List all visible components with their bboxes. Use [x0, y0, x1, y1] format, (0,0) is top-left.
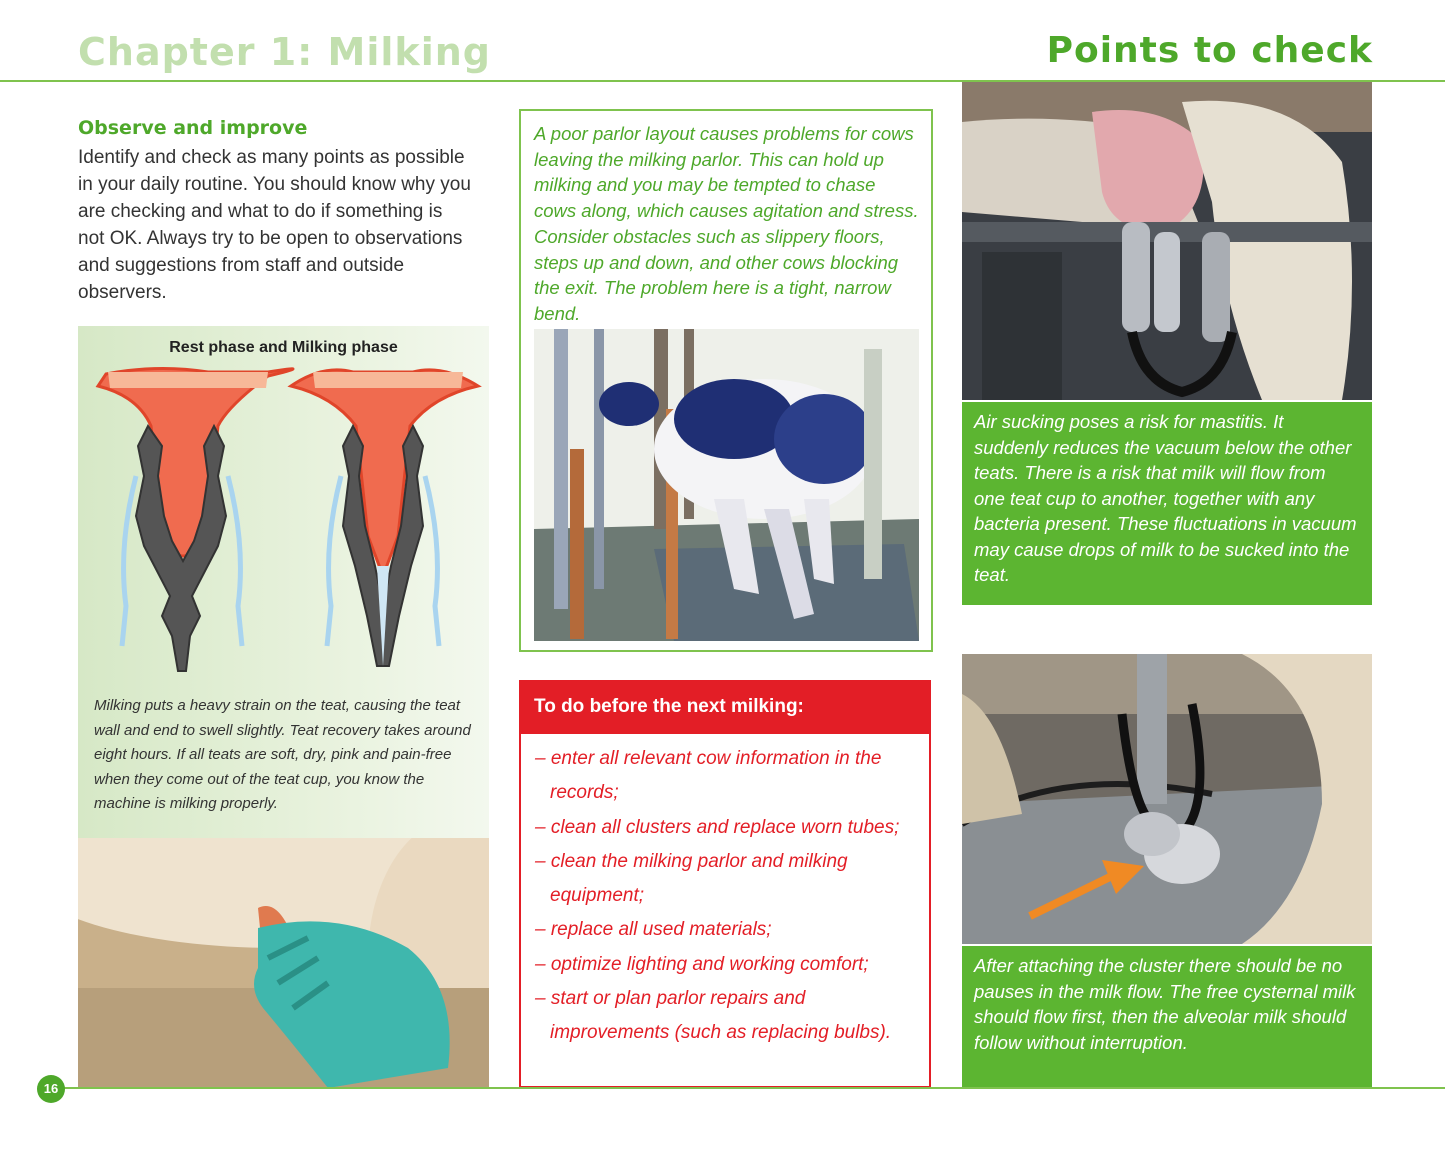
section-title: Points to check: [1046, 30, 1373, 71]
todo-list: [535, 742, 925, 1051]
cluster-floor-photo: [962, 654, 1372, 944]
todo-item: – start or plan parlor repairs and improvements (such as replacing bulbs).: [535, 988, 892, 1044]
cow-in-parlor-drawing: [534, 329, 919, 641]
chapter-title: Chapter 1: Milking: [78, 30, 491, 74]
poor-parlor-text: A poor parlor layout causes problems for cows leaving the milking parlor. This can hold up milking and you may be tempted to chase cows along, which causes agitation and stress. Consider obstacles such as slippery floors, steps up and down, and other cows blocking the exit. The problem here is a tight, narrow bend.: [534, 123, 919, 324]
footer-divider: [60, 1087, 1445, 1089]
diagram-title: Rest phase and Milking phase: [169, 339, 398, 356]
teat-cup-diagram: [78, 366, 489, 686]
gloved-hand-photo: [78, 838, 489, 1088]
todo-item: – replace all used materials;: [535, 919, 772, 941]
cluster-caption: After attaching the cluster there should be no pauses in the milk flow. The free cysternal milk should flow first, then the alveolar milk should follow without interruption.: [962, 946, 1372, 1088]
todo-item: – clean all clusters and replace worn tubes;: [535, 816, 900, 838]
todo-box: [519, 680, 931, 1088]
page-number: 16: [37, 1075, 65, 1103]
todo-item: – optimize lighting and working comfort;: [535, 953, 869, 975]
todo-item: – clean the milking parlor and milking equipment;: [535, 850, 848, 907]
observe-heading: Observe and improve: [78, 117, 308, 139]
todo-header: [521, 682, 929, 734]
rest-phase-illustration: [98, 368, 293, 671]
poor-parlor-box: [519, 109, 933, 652]
todo-item: – enter all relevant cow information in the records;: [535, 748, 882, 804]
observe-body: Identify and check as many points as possible in your daily routine. You should know why you are checking and what to do if something is not OK. Always try to be open to observations and suggestions from staff and outside observers.: [78, 147, 471, 303]
air-sucking-caption: Air sucking poses a risk for mastitis. It suddenly reduces the vacuum below the other teats. There is a risk that milk will flow from one teat cup to another, together with any bacteria present. These fluctuations in vacuum may cause drops of milk to be sucked into the teat.: [962, 402, 1372, 605]
milking-phase-illustration: [291, 370, 478, 666]
todo-title: To do before the next milking:: [534, 696, 804, 717]
teat-diagram-panel: [78, 326, 489, 838]
udder-cluster-photo: [962, 82, 1372, 400]
diagram-caption: Milking puts a heavy strain on the teat, causing the teat wall and end to swell slightly. Teat recovery takes around eight hours. If all teats are soft, dry, pink and pain-free when they come out of the teat cup, you know the machine is milking properly.: [94, 697, 471, 812]
